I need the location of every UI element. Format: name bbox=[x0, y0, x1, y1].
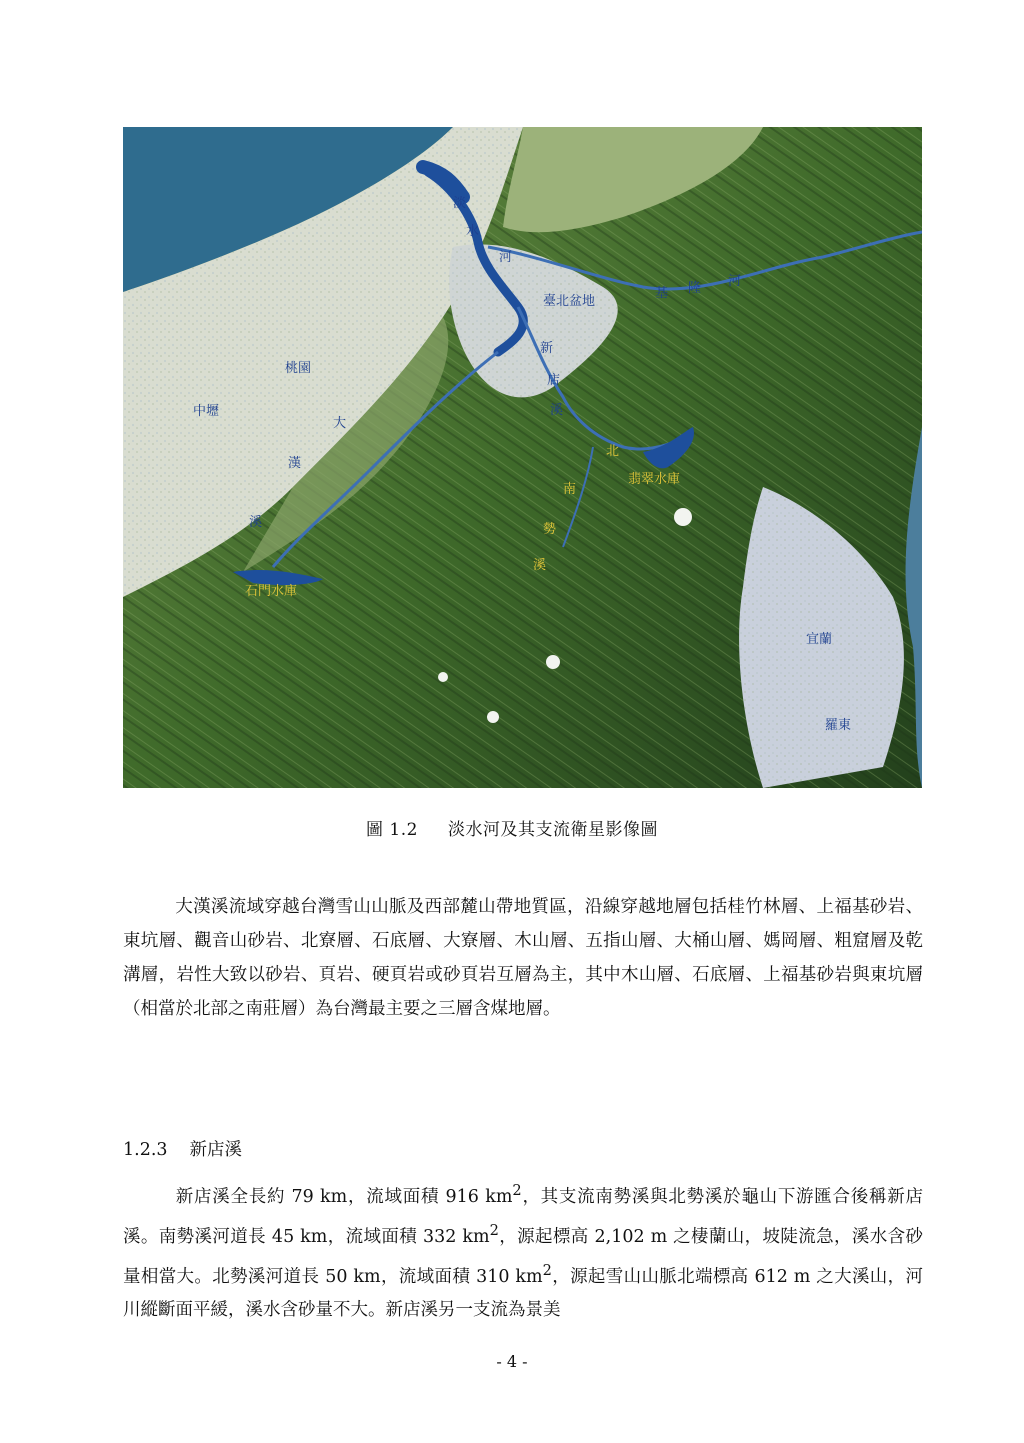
label-bei: 北 bbox=[606, 444, 620, 459]
paragraph-xindian bbox=[123, 1174, 923, 1327]
label-shimen-reservoir: 石門水庫 bbox=[245, 584, 298, 599]
label-xindian-1: 新 bbox=[540, 341, 554, 356]
label-nan: 南 bbox=[563, 482, 577, 497]
label-taipei-basin: 臺北盆地 bbox=[543, 294, 596, 309]
superscript-3: 2 bbox=[542, 1261, 552, 1279]
paragraph-2-part-2: ，其支流南勢溪與北勢溪於龜山下游匯合後稱新店溪。南勢溪河道長 45 km，流域面積 332 km bbox=[123, 1186, 923, 1247]
label-tamsui-3: 河 bbox=[499, 250, 513, 265]
superscript-1: 2 bbox=[512, 1182, 522, 1199]
label-xi: 溪 bbox=[533, 558, 547, 573]
paragraph-1-text: 大漢溪流域穿越台灣雪山山脈及西部麓山帶地質區，沿線穿越地層包括桂竹林層、上福基砂岩、東坑層、觀音山砂岩、北寮層、石底層、大寮層、木山層、五指山層、大桶山層、媽岡層、粗窟層及乾溝層，岩性大致以砂岩、頁岩、硬頁岩或砂頁岩互層為主，其中木山層、石底層、上福基砂岩與東坑層（相當於北部之南莊層）為台灣最主要之三層含煤地層。 bbox=[123, 897, 923, 1019]
label-feitsui-reservoir: 翡翠水庫 bbox=[628, 472, 681, 487]
superscript-2: 2 bbox=[489, 1221, 499, 1239]
section-number: 1.2.3 bbox=[123, 1140, 168, 1160]
label-keelung-1: 基 bbox=[655, 286, 669, 301]
section-title: 新店溪 bbox=[189, 1140, 243, 1160]
label-keelung-2: 隆 bbox=[688, 281, 702, 296]
label-taoyuan: 桃園 bbox=[285, 361, 312, 376]
label-dahan-2: 漢 bbox=[288, 456, 302, 471]
label-zhongli: 中壢 bbox=[193, 404, 220, 419]
paragraph-2-part-3: ，源起標高 2,102 m 之棲蘭山，坡陡流急，溪水含砂量相當大。北勢溪河道長 50 km，流域面積 310 km bbox=[123, 1226, 923, 1287]
label-yilan: 宜蘭 bbox=[806, 632, 833, 647]
label-xindian-3: 溪 bbox=[550, 403, 564, 418]
label-xindian-2: 店 bbox=[547, 373, 561, 388]
paragraph-2-part-4: ，源起雪山山脈北端標高 612 m 之大溪山，河川縱斷面平緩，溪水含砂量不大。新店溪另一支流為景美 bbox=[123, 1266, 923, 1321]
label-luodong: 羅東 bbox=[825, 718, 852, 733]
paragraph-2-part-1: 新店溪全長約 79 km，流域面積 916 km bbox=[175, 1186, 513, 1207]
page-number: - 4 - bbox=[496, 1352, 528, 1371]
paragraph-dahan-geology bbox=[123, 890, 923, 1026]
figure-title: 淡水河及其支流衛星影像圖 bbox=[447, 820, 658, 840]
label-dahan-3: 溪 bbox=[249, 515, 263, 530]
figure-number: 圖 1.2 bbox=[366, 820, 418, 840]
satellite-map-graphic bbox=[123, 127, 922, 788]
label-keelung-3: 河 bbox=[728, 274, 742, 289]
label-tamsui-1: 淡 bbox=[453, 196, 467, 211]
label-tamsui-2: 水 bbox=[466, 224, 480, 239]
figure-caption bbox=[0, 815, 1024, 840]
section-heading bbox=[123, 1136, 242, 1161]
label-dahan-1: 大 bbox=[333, 416, 347, 431]
label-shi: 勢 bbox=[543, 522, 557, 537]
satellite-image bbox=[123, 127, 922, 788]
